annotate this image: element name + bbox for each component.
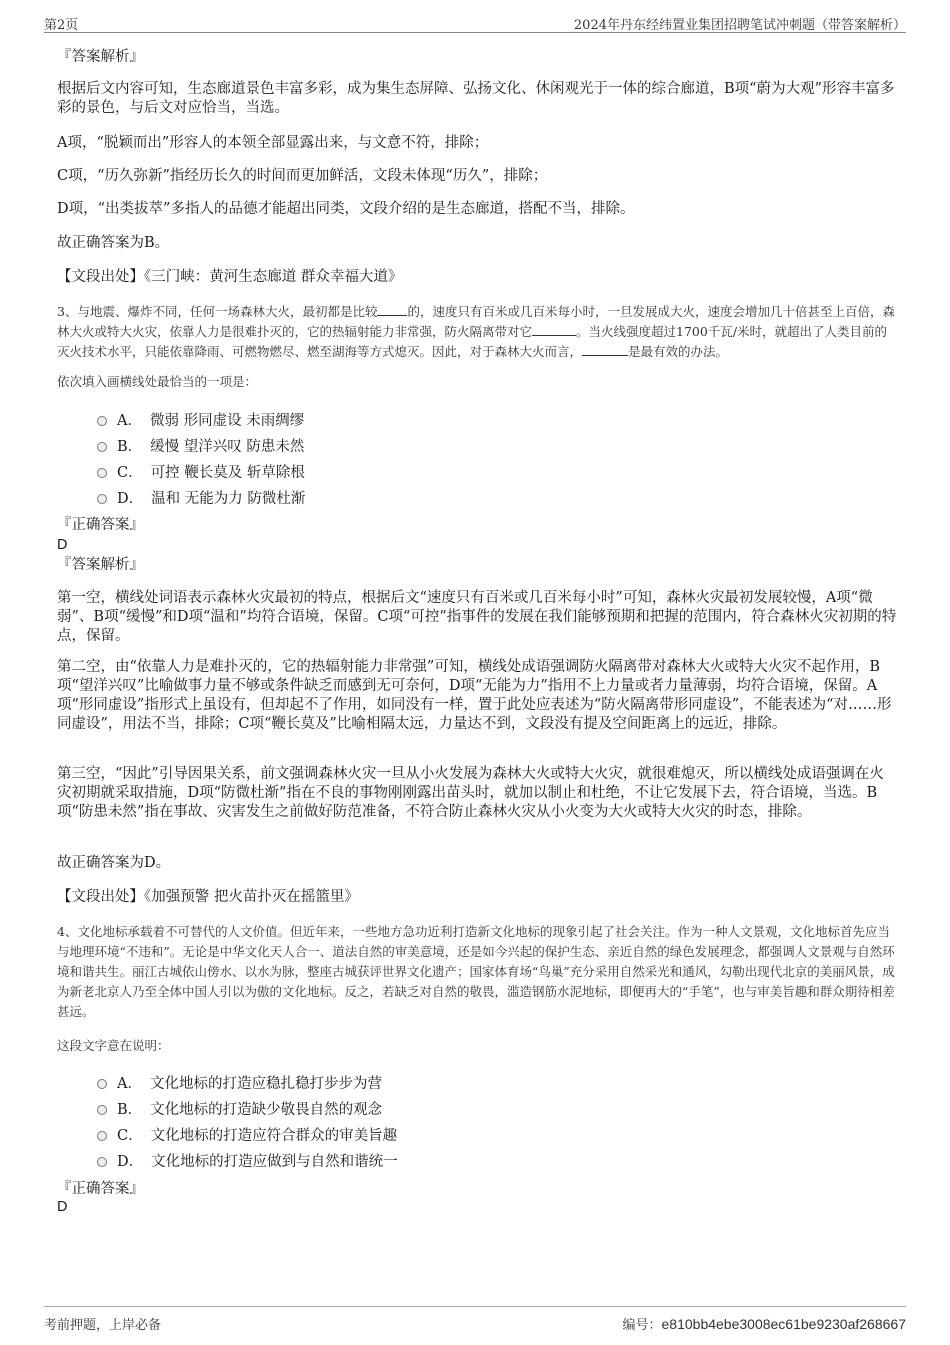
blank-2 <box>532 323 576 336</box>
q4-stem: 4、文化地标承载着不可替代的人文价值。但近年来，一些地方急功近利打造新文化地标的现象引起了社会关注。作为一种人文景观，文化地标首先应当与地理环境“不违和”。无论是中华文化天人合一、道法自然的审美意境，还是如今兴起的保护生态、亲近自然的绿色发展理念，都强调人文景观与自然环境和谐共生。丽江古城依山傍水、以水为脉，整座古城获评世界文化遗产；国家体育场“鸟巢”充分采用自然采光和通风，勾勒出现代北京的美丽风景，成为新老北京人乃至全体中国人引以为傲的文化地标。反之，若缺乏对自然的敬畏，滥造钢筋水泥地标，即便再大的“手笔”，也与审美旨趣和群众期待相差甚远。 <box>57 924 895 1019</box>
q4-option-a[interactable]: A． 文化地标的打造应稳扎稳打步步为营 <box>97 1069 398 1095</box>
footer-slogan: 考前押题，上岸必备 <box>44 1318 162 1333</box>
q4-answer: D <box>57 1199 68 1215</box>
q3-analysis-1: 第一空，横线处词语表示森林火灾最初的特点，根据后文“速度只有百米或几百米每小时”可知，森林火灾最初发展较慢，A项“微弱”、B项“缓慢”和D项“温和”均符合语境，保留。C项“可控”指事件的发展在我们能够预期和把握的范围内，符合森林火灾初期的特点，保留。 <box>57 590 897 644</box>
footer-code: 编号：e810bb4ebe3008ec61be9230af268667 <box>622 1316 906 1333</box>
q2-analysis-option-d: D项，“出类拔萃”多指人的品德才能超出同类，文段介绍的是生态廊道，搭配不当，排除。 <box>57 201 635 217</box>
q3-answer-heading: 『正确答案』 <box>57 517 144 533</box>
radio-icon[interactable] <box>97 494 107 504</box>
q3-options <box>97 406 305 510</box>
q3-option-a[interactable]: A． 微弱 形同虚设 未雨绸缪 <box>97 406 305 432</box>
q4-prompt: 这段文字意在说明： <box>57 1038 170 1053</box>
q4-answer-heading: 『正确答案』 <box>57 1181 144 1197</box>
q2-analysis-option-a: A项，“脱颖而出”形容人的本领全部显露出来，与文意不符，排除； <box>57 135 489 151</box>
document-title: 2024年丹东经纬置业集团招聘笔试冲刺题（带答案解析） <box>573 18 906 33</box>
q4-option-c[interactable]: C． 文化地标的打造应符合群众的审美旨趣 <box>97 1121 398 1147</box>
radio-icon[interactable] <box>97 416 107 426</box>
q3-analysis-2: 第二空，由“依靠人力是难扑灭的，它的热辐射能力非常强”可知，横线处成语强调防火隔离带对森林大火或特大火灾不起作用，B项“望洋兴叹”比喻做事力量不够或条件缺乏而感到无可奈何，D项“无能为力”指用不上力量或者力量薄弱，均符合语境，保留。A项“形同虚设”指形式上虽设有，但却起不了作用，如同没有一样，置于此处应表述为“防火隔离带形同虚设”，不能表述为“对……形同虚设”，用法不当，排除；C项“鞭长莫及”比喻相隔太远，力量达不到，文段没有提及空间距离上的远近，排除。 <box>57 659 892 732</box>
q3-source: 【文段出处】《加强预警 把火苗扑灭在摇篮里》 <box>57 889 359 905</box>
blank-1 <box>377 303 407 316</box>
q4-options <box>97 1069 398 1173</box>
q3-option-c[interactable]: C． 可控 鞭长莫及 斩草除根 <box>97 458 305 484</box>
q2-conclusion: 故正确答案为B。 <box>57 235 170 251</box>
radio-icon[interactable] <box>97 468 107 478</box>
q4-option-b[interactable]: B． 文化地标的打造缺少敬畏自然的观念 <box>97 1095 398 1121</box>
q3-option-b[interactable]: B． 缓慢 望洋兴叹 防患未然 <box>97 432 305 458</box>
q3-conclusion: 故正确答案为D。 <box>57 855 171 871</box>
radio-icon[interactable] <box>97 1105 107 1115</box>
q3-prompt: 依次填入画横线处最恰当的一项是： <box>57 374 258 389</box>
q4-option-d[interactable]: D． 文化地标的打造应做到与自然和谐统一 <box>97 1147 398 1173</box>
radio-icon[interactable] <box>97 1131 107 1141</box>
q2-analysis-para1: 根据后文内容可知，生态廊道景色丰富多彩，成为集生态屏障、弘扬文化、休闲观光于一体的综合廊道，B项“蔚为大观”形容丰富多彩的景色，与后文对应恰当，当选。 <box>57 81 895 116</box>
q3-analysis-heading: 『答案解析』 <box>57 557 144 573</box>
q2-source: 【文段出处】《三门峡：黄河生态廊道 群众幸福大道》 <box>57 269 403 285</box>
q3-stem: 3、与地震、爆炸不同，任何一场森林大火，最初都是比较 的，速度只有百米或几百米每小时，一旦发展成大火，速度会增加几十倍甚至上百倍，森林大火或特大火灾，依靠人力是很难扑灭的，它的热辐射能力非常强，防火隔离带对它 。当火线强度超过1700千瓦/米时，就超出了人类目前的灭火技术水平，只能依靠降雨、可燃物燃尽、燃至湖海等方式熄灭。因此，对于森林大火而言， 是最有效的办法。 <box>57 304 895 359</box>
q2-analysis-option-c: C项，“历久弥新”指经历长久的时间而更加鲜活，文段未体现“历久”，排除； <box>57 168 548 184</box>
page-footer <box>44 1306 906 1335</box>
q3-answer: D <box>57 537 68 553</box>
blank-3 <box>582 343 628 356</box>
radio-icon[interactable] <box>97 1157 107 1167</box>
q3-analysis-3: 第三空，“因此”引导因果关系，前文强调森林火灾一旦从小火发展为森林大火或特大火灾，就很难熄灭，所以横线处成语强调在火灾初期就采取措施，D项“防微杜渐”指在不良的事物刚刚露出苗头时，就加以制止和杜绝，不让它发展下去，符合语境，当选。B项“防患未然”指在事故、灾害发生之前做好防范准备，不符合防止森林火灾从小火变为大火或特大火灾的时态，排除。 <box>57 766 884 820</box>
q3-option-d[interactable]: D． 温和 无能为力 防微杜渐 <box>97 484 305 510</box>
radio-icon[interactable] <box>97 1079 107 1089</box>
q2-analysis-heading: 『答案解析』 <box>57 49 144 65</box>
page-number: 第2页 <box>44 18 79 33</box>
radio-icon[interactable] <box>97 442 107 452</box>
page-header <box>44 12 906 33</box>
